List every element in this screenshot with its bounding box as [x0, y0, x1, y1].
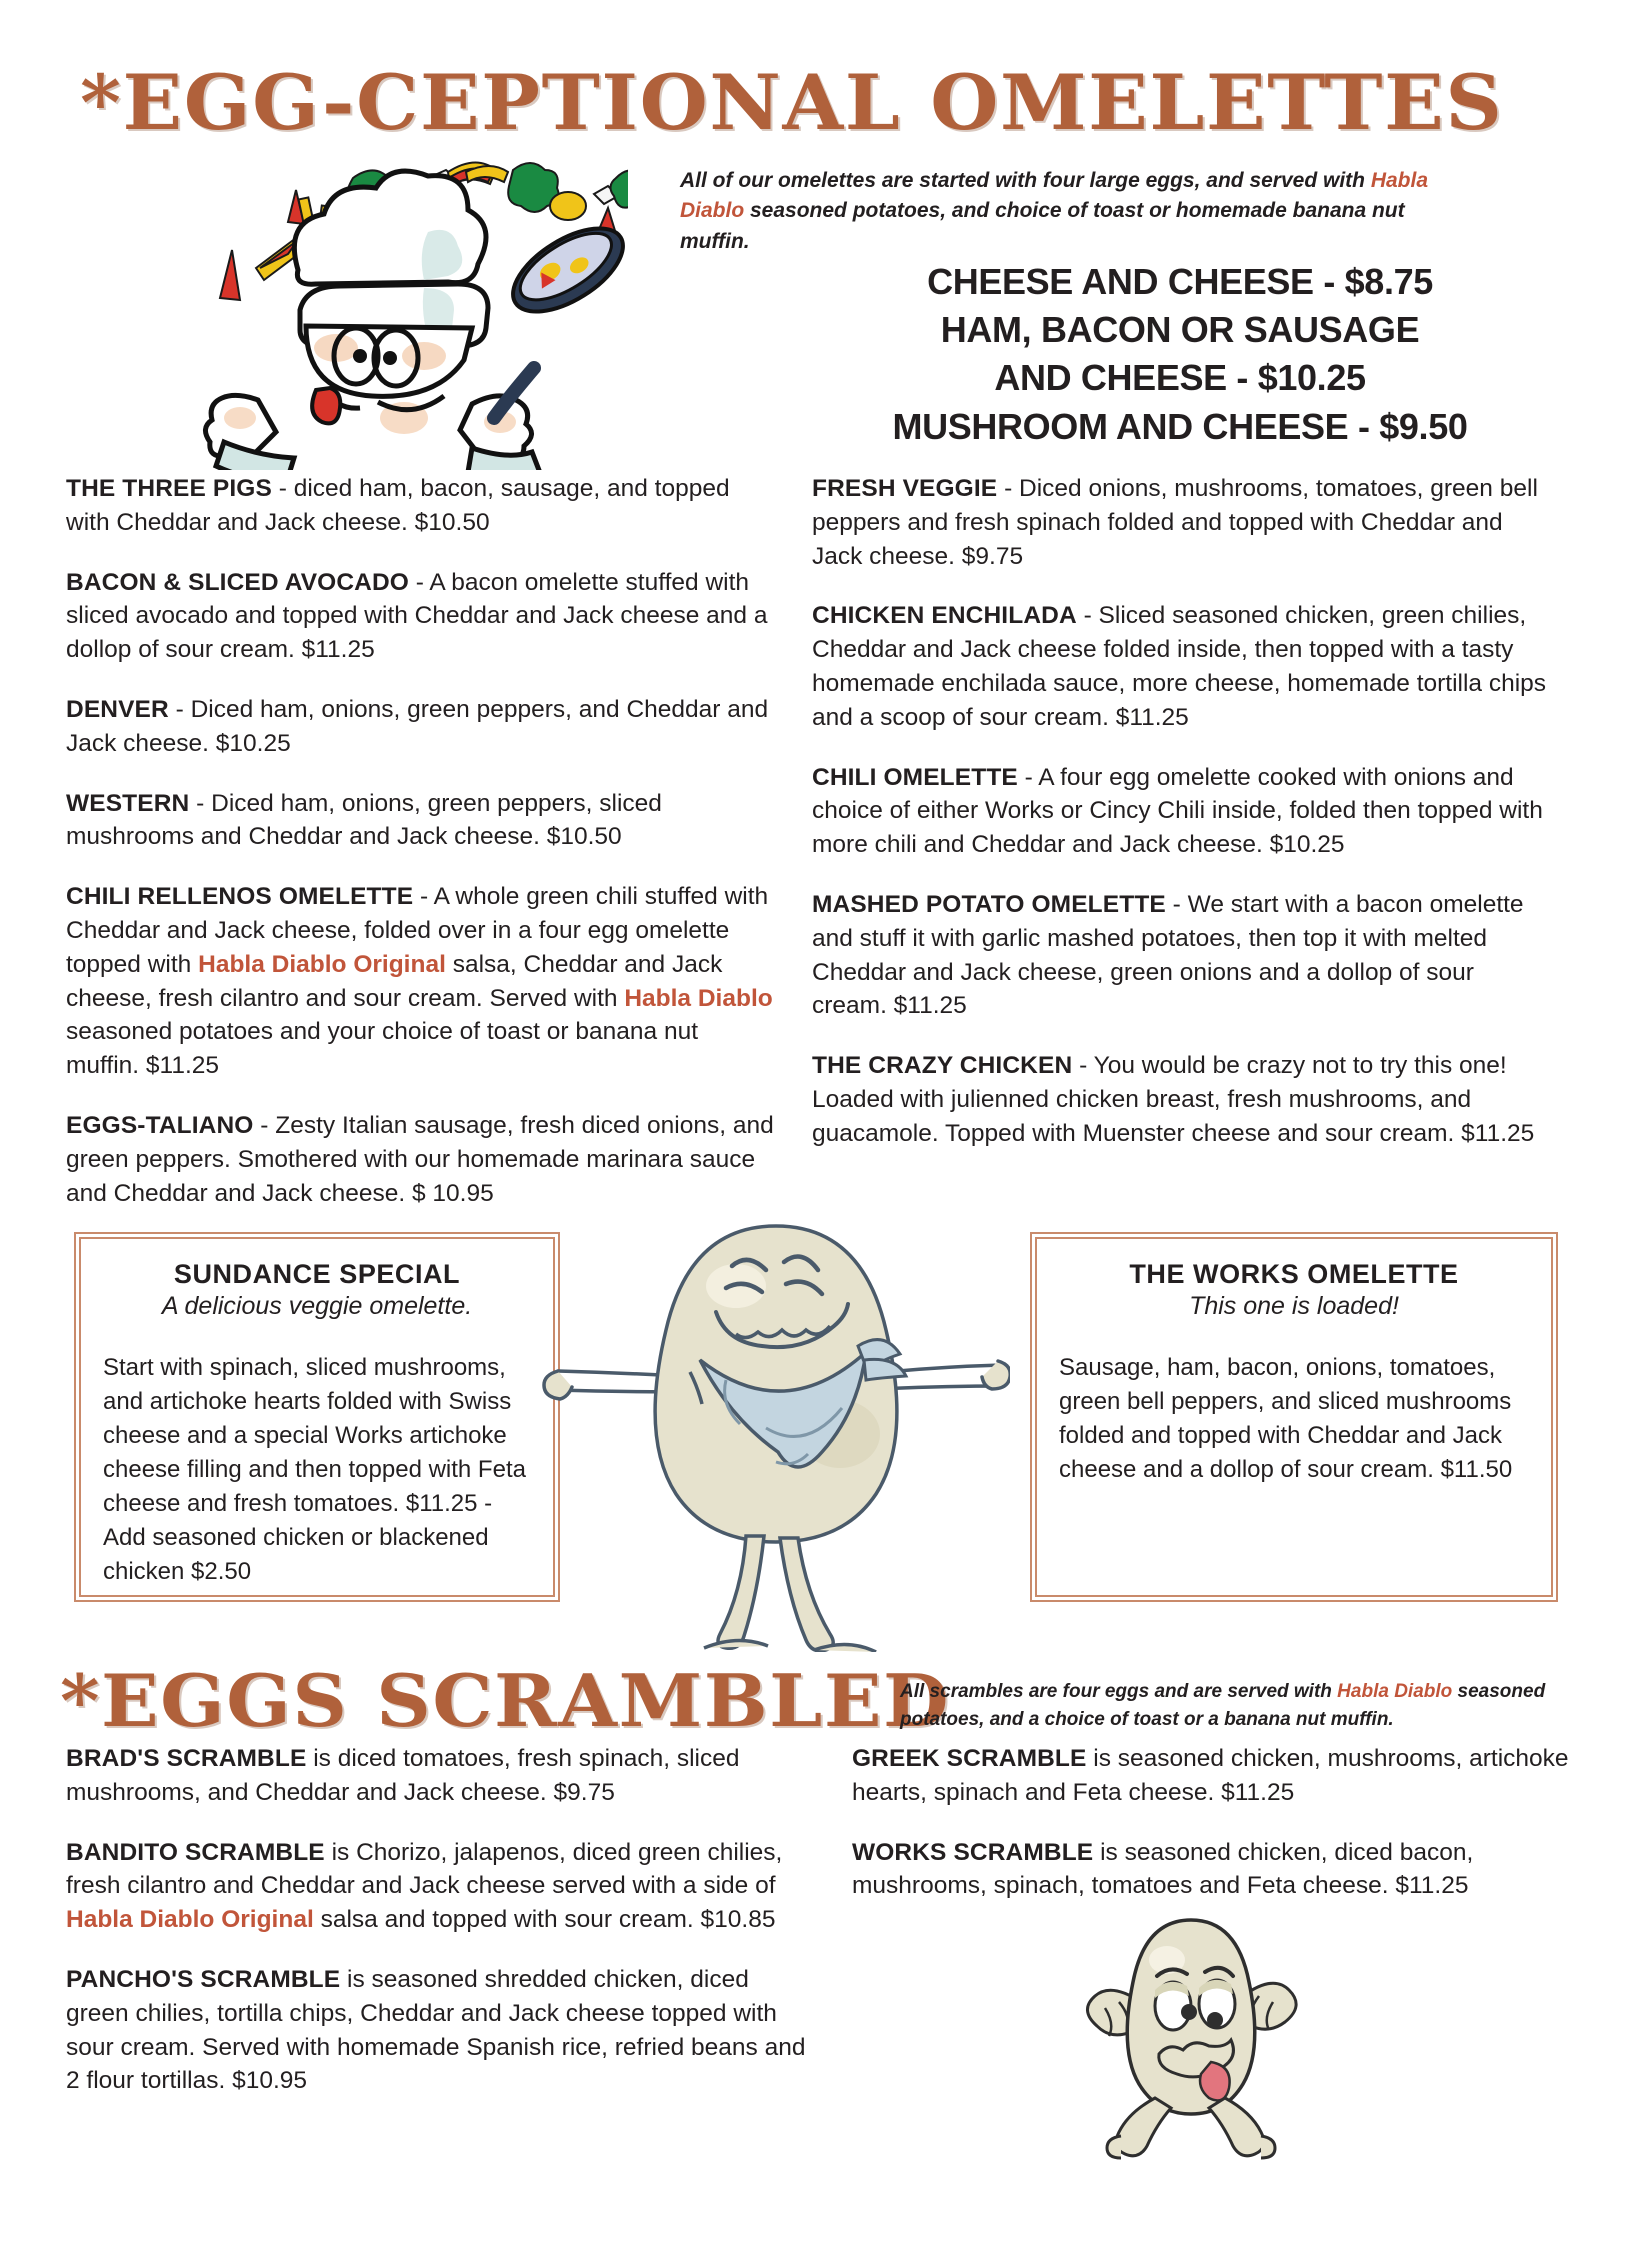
menu-item-eggs-taliano [66, 1109, 776, 1210]
menu-item-chili-rellenos-omelette [66, 880, 776, 1083]
menu-item-brads-scramble [66, 1742, 816, 1810]
menu-item-chili-omelette [812, 761, 1552, 862]
habla-diablo-original-brand: Habla Diablo Original [198, 950, 446, 978]
chef-egg-cooking-illustration [128, 150, 628, 470]
item-name: BANDITO SCRAMBLE [66, 1838, 325, 1866]
omelettes-intro-blurb [680, 166, 1480, 257]
scrambles-intro-blurb [900, 1678, 1600, 1733]
omelettes-right-column [812, 472, 1552, 1151]
price-line-1: CHEESE AND CHEESE - $8.75 [927, 261, 1433, 302]
item-description-part-1: is Chorizo, jalapenos, diced green chilies, fresh cilantro and Cheddar and Jack cheese served with a side of [66, 1838, 783, 1900]
item-description-part-2: salsa and topped with sour cream. $10.85 [313, 1906, 776, 1934]
scrambles-blurb-pre: All scrambles are four eggs and are served with [900, 1681, 1338, 1702]
item-name: CHILI OMELETTE [812, 763, 1018, 791]
price-line-2: HAM, BACON OR SAUSAGE [940, 309, 1420, 351]
cheese-price-header [830, 258, 1530, 451]
item-description: - Diced ham, onions, green peppers, sliced mushrooms and Cheddar and Jack cheese. $10.50 [66, 789, 662, 851]
item-name: FRESH VEGGIE [812, 475, 998, 502]
sundance-special-box [74, 1232, 560, 1602]
habla-diablo-brand: Habla Diablo [680, 169, 1429, 223]
menu-item-bandito-scramble [66, 1836, 816, 1937]
item-name: WESTERN [66, 789, 190, 817]
scrambles-blurb-post: seasoned potatoes, and a choice of toast or a banana nut muffin. [900, 1681, 1546, 1730]
item-description-part-2: salsa, Cheddar and Jack cheese, fresh cilantro and sour cream. Served with [66, 950, 723, 1012]
menu-item-works-scramble [852, 1836, 1592, 1904]
item-name: MASHED POTATO OMELETTE [812, 890, 1166, 918]
item-description: is diced tomatoes, fresh spinach, sliced mushrooms, and Cheddar and Jack cheese. $9.75 [66, 1745, 740, 1806]
item-description-part-1: - A whole green chili stuffed with Cheddar and Jack cheese, folded over in a four egg omelette topped with [66, 883, 769, 978]
item-description: - A four egg omelette cooked with onions and choice of either Works or Cincy Chili inside, folded then topped with more chili and Cheddar and Jack cheese. $10.25 [812, 763, 1543, 859]
item-name: DENVER [66, 695, 169, 723]
scrambles-right-column [852, 1742, 1592, 1903]
price-line-4: MUSHROOM AND CHEESE - $9.50 [892, 405, 1468, 447]
sundance-description: Start with spinach, sliced mushrooms, and artichoke hearts folded with Swiss cheese and a special Works artichoke cheese filling and then topped with Feta cheese and fresh tomatoes. $11.25 - Add seasoned chicken or blackened chicken $2.50 [103, 1354, 526, 1586]
omelettes-blurb-pre: All of our omelettes are started with four large eggs, and served with [680, 169, 1371, 192]
omelettes-left-column [66, 472, 776, 1210]
item-name: BACON & SLICED AVOCADO [66, 568, 409, 596]
silly-egg-character-illustration [1075, 1910, 1305, 2160]
item-name: WORKS SCRAMBLE [852, 1838, 1094, 1866]
habla-diablo-original-brand: Habla Diablo Original [66, 1906, 314, 1934]
item-name: CHILI RELLENOS OMELETTE [66, 883, 414, 911]
item-description: - You would be crazy not to try this one! Loaded with julienned chicken breast, fresh mushrooms, and guacamole. Topped with Muenster cheese and sour cream. $11.25 [812, 1052, 1535, 1147]
scrambles-left-column [66, 1742, 816, 2098]
the-works-omelette-box [1030, 1232, 1558, 1602]
item-description: is seasoned shredded chicken, diced green chilies, tortilla chips, Cheddar and Jack cheese topped with sour cream. Served with homemade Spanish rice, refried beans and 2 flour tortillas. $10.95 [66, 1965, 806, 2095]
egg-character-with-bandana-illustration [540, 1212, 1010, 1652]
item-name: BRAD'S SCRAMBLE [66, 1745, 307, 1772]
menu-item-greek-scramble [852, 1742, 1592, 1810]
item-name: THE THREE PIGS [66, 475, 272, 502]
menu-item-chicken-enchilada [812, 599, 1552, 734]
item-description: - Diced onions, mushrooms, tomatoes, green bell peppers and fresh spinach folded and topped with Cheddar and Jack cheese. $9.75 [812, 475, 1538, 570]
menu-item-western [66, 787, 776, 855]
omelettes-section-title: *EGG-CEPTIONAL OMELETTES [80, 58, 1504, 147]
item-description: - We start with a bacon omelette and stuff it with garlic mashed potatoes, then top it with melted Cheddar and Jack cheese, green onions and a dollop of sour cream. $11.25 [812, 890, 1524, 1020]
item-description: - diced ham, bacon, sausage, and topped with Cheddar and Jack cheese. $10.50 [66, 475, 730, 536]
item-description: - Sliced seasoned chicken, green chilies, Cheddar and Jack cheese folded inside, then topped with a tasty homemade enchilada sauce, more cheese, homemade tortilla chips and a scoop of sour cream. $11.25 [812, 602, 1547, 731]
habla-diablo-brand: Habla Diablo [624, 984, 773, 1012]
item-description: is seasoned chicken, diced bacon, mushrooms, spinach, tomatoes and Feta cheese. $11.25 [852, 1838, 1474, 1900]
sundance-title: SUNDANCE SPECIAL [173, 1259, 461, 1289]
item-name: EGGS-TALIANO [66, 1111, 254, 1139]
menu-item-three-pigs [66, 472, 776, 540]
menu-item-bacon-sliced-avocado [66, 566, 776, 667]
works-subtitle: This one is loaded! [1189, 1292, 1399, 1320]
item-name: THE CRAZY CHICKEN [812, 1052, 1073, 1080]
item-description-part-3: seasoned potatoes and your choice of toast or banana nut muffin. $11.25 [66, 1018, 699, 1080]
menu-item-denver [66, 693, 776, 761]
item-name: CHICKEN ENCHILADA [812, 602, 1077, 630]
item-description: - Diced ham, onions, green peppers, and Cheddar and Jack cheese. $10.25 [66, 695, 769, 757]
item-name: GREEK SCRAMBLE [852, 1745, 1087, 1772]
item-description: - Zesty Italian sausage, fresh diced onions, and green peppers. Smothered with our homemade marinara sauce and Cheddar and Jack cheese. $ 10.95 [66, 1111, 774, 1207]
omelettes-blurb-post: seasoned potatoes, and choice of toast or homemade banana nut muffin. [680, 199, 1405, 253]
menu-item-fresh-veggie [812, 472, 1552, 573]
menu-item-mashed-potato-omelette [812, 888, 1552, 1023]
works-description: Sausage, ham, bacon, onions, tomatoes, green bell peppers, and sliced mushrooms folded and topped with Cheddar and Jack cheese and a dollop of sour cream. $11.50 [1059, 1354, 1513, 1484]
price-line-3: AND CHEESE - $10.25 [994, 357, 1366, 399]
item-description: - A bacon omelette stuffed with sliced avocado and topped with Cheddar and Jack cheese and a dollop of sour cream. $11.25 [66, 568, 768, 664]
item-description: is seasoned chicken, mushrooms, artichoke hearts, spinach and Feta cheese. $11.25 [852, 1745, 1569, 1806]
works-title: THE WORKS OMELETTE [1129, 1259, 1459, 1289]
sundance-subtitle: A delicious veggie omelette. [161, 1292, 473, 1320]
scrambled-section-title: *EGGS SCRAMBLED [60, 1658, 951, 1743]
habla-diablo-brand: Habla Diablo [1337, 1681, 1453, 1702]
item-name: PANCHO'S SCRAMBLE [66, 1965, 341, 1993]
menu-item-panchos-scramble [66, 1963, 816, 2098]
menu-item-the-crazy-chicken [812, 1049, 1552, 1150]
